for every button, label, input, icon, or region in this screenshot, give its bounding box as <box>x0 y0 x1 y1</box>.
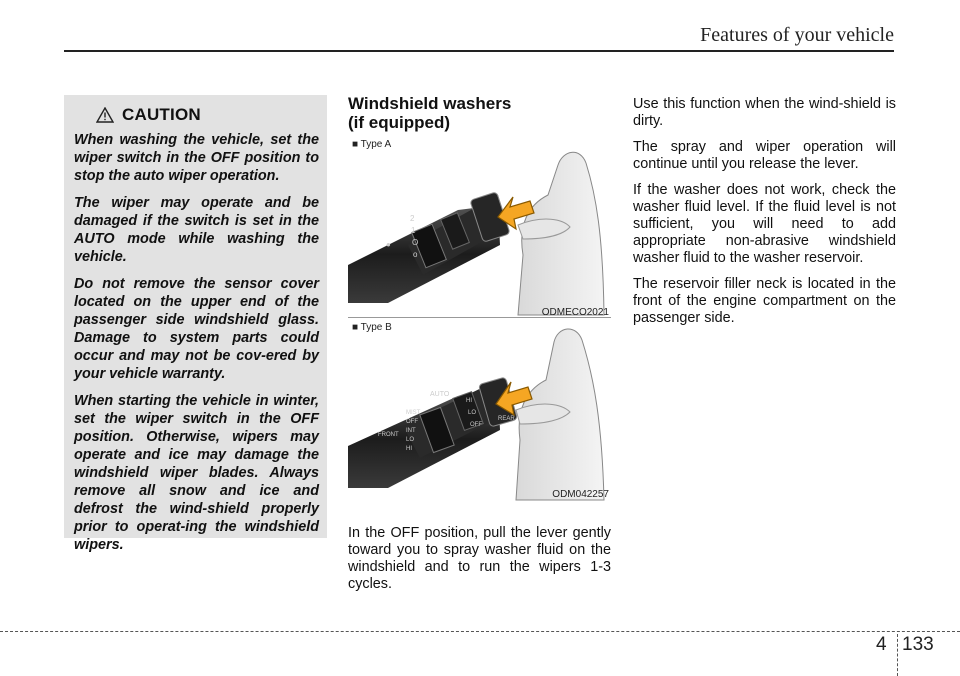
body-paragraph: In the OFF position, pull the lever gently toward you to spray washer fluid on the windshield and to run the wipers 1-3 cycles. <box>348 525 611 592</box>
figure-type-a <box>348 135 611 320</box>
switch-label: INT <box>406 428 416 434</box>
switch-label: MIST <box>406 410 421 416</box>
switch-label: FRONT <box>378 432 399 438</box>
switch-label: o <box>413 250 418 259</box>
body-paragraph: If the washer does not work, check the washer fluid level. If the fluid level is not sufficient, you will need to add appropriate non-abrasive windshield washer fluid to the washer reservoir. <box>633 182 896 266</box>
wiper-switch-illustration-b <box>348 318 611 502</box>
column-3-text <box>633 96 896 336</box>
caution-paragraph: Do not remove the sensor cover located on the upper end of the passenger side windshield glass. Damage to system parts could occur and may not be cov-ered by your vehicle warranty. <box>74 276 319 382</box>
caution-box <box>64 95 327 553</box>
switch-label: OFF <box>406 419 418 425</box>
chapter-number: 4 <box>876 634 887 655</box>
page-number: 133 <box>902 634 934 655</box>
switch-label: O <box>412 238 419 247</box>
caution-paragraph: The wiper may operate and be damaged if the switch is set in the AUTO mode while washing the vehicle. <box>74 195 319 265</box>
body-paragraph: The reservoir filler neck is located in the front of the engine compartment on the passenger side. <box>633 276 896 326</box>
switch-label: 1 <box>411 226 416 235</box>
header-rule <box>64 50 894 52</box>
switch-label: LO <box>406 437 415 443</box>
section-heading <box>348 94 511 132</box>
wiper-switch-illustration-a <box>348 135 611 320</box>
caution-paragraph: When washing the vehicle, set the wiper switch in the OFF position to stop the auto wiper operation. <box>74 132 319 184</box>
figure-type-label: ■ Type B <box>352 322 392 333</box>
figure-type-b <box>348 318 611 502</box>
body-paragraph: The spray and wiper operation will continue until you release the lever. <box>633 139 896 172</box>
section-heading-line2: (if equipped) <box>348 113 450 132</box>
column-2-text <box>348 525 611 602</box>
section-heading-line1: Windshield washers <box>348 94 512 113</box>
switch-label: 2 <box>410 214 415 223</box>
switch-label: LO <box>468 410 477 416</box>
figure-code: ODM042257 <box>552 489 609 500</box>
switch-label: HI <box>466 398 472 404</box>
switch-label: HI <box>406 446 412 452</box>
body-paragraph: Use this function when the wind-shield is dirty. <box>633 96 896 129</box>
footer-divider <box>897 634 898 676</box>
caution-title: CAUTION <box>122 105 201 124</box>
caution-paragraph: When starting the vehicle in winter, set the wiper switch in the OFF position. Otherwise, wipers may operate and ice may damage the windshield wiper blades. Always remove all snow and ice and defrost the wind-shield properly prior to operat-ing the windshield wipers. <box>74 393 319 553</box>
switch-label: AUTO <box>430 391 450 398</box>
footer-rule <box>0 631 960 632</box>
caution-heading <box>96 105 319 125</box>
header-title: Features of your vehicle <box>700 24 894 46</box>
figure-type-label: ■ Type A <box>352 139 392 150</box>
figure-code: ODMECO2021 <box>541 307 609 318</box>
switch-label: OFF <box>470 422 482 428</box>
warning-triangle-icon <box>96 107 114 123</box>
switch-label: REAR <box>498 416 515 422</box>
switch-label: ● <box>386 240 391 249</box>
